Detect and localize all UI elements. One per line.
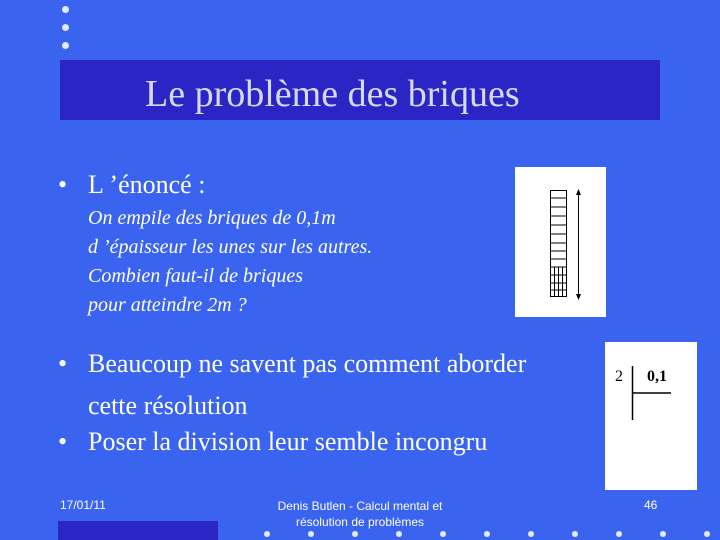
footer-page-number: 46 [644,498,658,512]
decorative-dots-bottom [0,531,720,540]
division-bracket [605,342,697,490]
bullet-dot: • [58,427,68,456]
bullet-enonce-text: L ’énoncé : [88,170,206,199]
footer-author [250,498,470,530]
footer-author-line: Denis Butlen - Calcul mental et [277,499,443,513]
brick-stack-illustration [515,167,606,317]
statement-line: Combien faut-il de briques [88,265,303,287]
division-figure [605,342,697,490]
bullet-aborder [58,347,527,381]
statement-line: d ’épaisseur les unes sur les autres. [88,236,373,258]
slide-title: Le problème des briques [145,73,520,115]
bullet-dot: • [58,349,68,378]
bullet-division [58,425,488,459]
footer-author-line: résolution de problèmes [295,515,425,529]
division-dividend: 2 [615,368,623,385]
statement-line: On empile des briques de 0,1m [88,207,336,229]
bullet-division-text: Poser la division leur semble incongru [88,427,488,456]
footer-date: 17/01/11 [60,498,106,512]
division-divisor: 0,1 [647,368,667,385]
bullet-aborder-text: Beaucoup ne savent pas comment aborder [88,349,527,378]
statement-line: pour atteindre 2m ? [88,294,247,316]
bullet-dot: • [58,170,68,199]
bullet-aborder-continuation: cette résolution [88,391,248,420]
problem-statement [88,204,372,320]
brick-stack-figure [515,167,606,317]
bullet-enonce [58,168,206,202]
